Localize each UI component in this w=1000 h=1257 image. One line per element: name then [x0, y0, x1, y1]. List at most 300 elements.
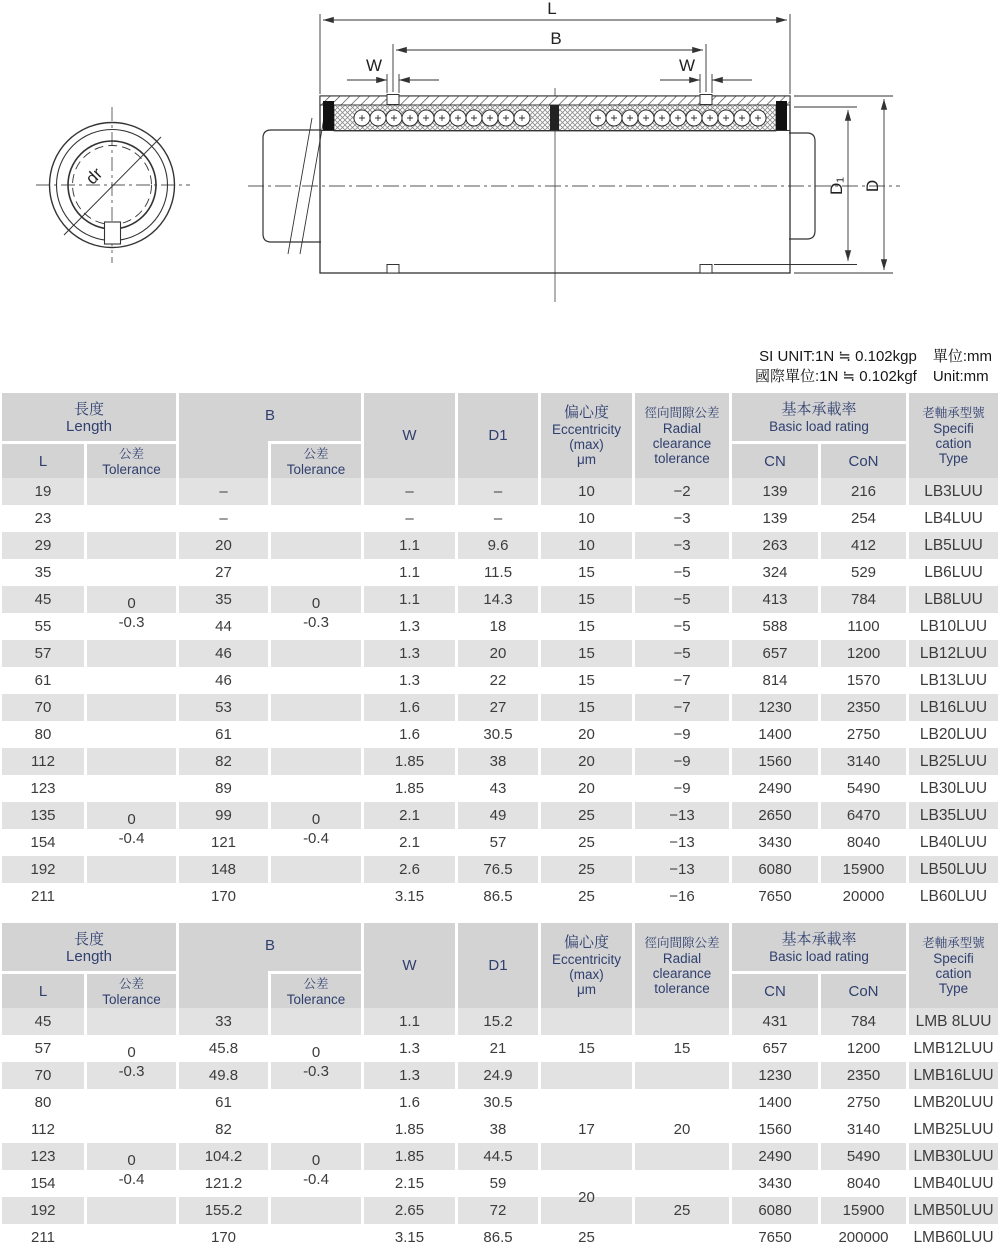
merged-value-line: -0.4: [303, 830, 329, 847]
cell-l: 112: [31, 1121, 55, 1138]
cell-b_tol: [271, 829, 361, 856]
cell-rad: −5: [635, 640, 729, 667]
cell-con: 5490: [846, 780, 881, 797]
cell-ecc: 25: [578, 888, 595, 905]
cell-con: 200000: [838, 1229, 889, 1246]
cell-con: 2750: [846, 726, 881, 743]
end-view: [36, 107, 190, 263]
header-l: [2, 974, 84, 1008]
merged-value-line: -0.3: [303, 614, 329, 631]
cell-d1: 24.9: [458, 1062, 538, 1089]
header-l-tol-en: Tolerance: [102, 991, 161, 1007]
cell-l_tol: [87, 775, 176, 802]
cell-cn: 3430: [758, 1175, 792, 1192]
cell-l: 19: [2, 478, 84, 505]
cell-cn: 324: [762, 564, 788, 581]
header-eccentricity: [541, 923, 632, 1008]
header-b-label: B: [264, 407, 275, 424]
cell-ecc: 25: [578, 834, 595, 851]
cell-l: 192: [2, 1197, 84, 1224]
cell-ecc: [541, 1197, 632, 1224]
cell-b: 33: [179, 1008, 268, 1035]
cell-cn: 139: [762, 510, 788, 527]
cell-b_tol: [271, 1170, 361, 1197]
cell-rad: −9: [635, 748, 729, 775]
cell-w: 2.1: [364, 802, 455, 829]
cell-l_tol: [87, 721, 176, 748]
cell-con: 412: [821, 532, 906, 559]
cell-w: 1.1: [399, 564, 420, 581]
cell-rad: [635, 1224, 729, 1251]
header-radial-clearance: [635, 393, 729, 478]
cell-b: 121.2: [204, 1175, 243, 1192]
cell-w: 1.3: [399, 1040, 420, 1057]
cell-d1: 49: [458, 802, 538, 829]
table-row: [2, 613, 998, 640]
dim-label-W-right: W: [678, 56, 696, 75]
cell-cn: 6080: [732, 1197, 818, 1224]
cell-l_tol: [87, 532, 176, 559]
cell-cn: 1400: [758, 726, 792, 743]
header-b-label: B: [264, 937, 275, 954]
cell-type: LB13LUU: [919, 672, 988, 689]
cell-w: 1.1: [364, 532, 455, 559]
table-row: [2, 1035, 998, 1062]
header-ecc-zh: 偏心度: [563, 934, 609, 951]
merged-value-line: -0.3: [118, 614, 145, 631]
cell-l: 123: [2, 1143, 84, 1170]
header-w: [364, 393, 455, 478]
cell-con: 1200: [821, 640, 906, 667]
cell-con: 784: [821, 586, 906, 613]
seal-right: [776, 101, 787, 131]
cell-b_tol: [271, 532, 361, 559]
cell-l_tol: [87, 694, 176, 721]
header-con: [821, 444, 906, 478]
cell-b: –: [219, 510, 228, 527]
cell-l: 70: [2, 1062, 84, 1089]
cell-b: 170: [210, 1229, 237, 1246]
cell-type: LMB16LUU: [909, 1062, 998, 1089]
header-load-en: Basic load rating: [769, 948, 869, 964]
table-row: [2, 883, 998, 910]
cell-cn: 657: [762, 1040, 788, 1057]
table-row: [2, 1089, 998, 1116]
cell-d1: 76.5: [458, 856, 538, 883]
cell-rad: [635, 1008, 729, 1035]
cell-type: LB3LUU: [909, 478, 998, 505]
header-ecc-zh: 偏心度: [563, 404, 609, 421]
merged-value-line: 0: [311, 1152, 321, 1169]
header-d1: [458, 923, 538, 1008]
cell-ecc: 15: [578, 1040, 595, 1057]
dim-label-L: L: [547, 0, 557, 18]
merged-value-line: -0.3: [118, 1063, 145, 1080]
cell-l: 61: [34, 672, 52, 689]
cell-b_tol: [271, 478, 361, 505]
cell-ecc: 15: [541, 586, 632, 613]
cell-d1: 9.6: [458, 532, 538, 559]
cell-con: 20000: [842, 888, 885, 905]
cell-l_tol: [87, 748, 176, 775]
cell-ecc: [541, 1143, 632, 1170]
header-d1-label: D1: [488, 427, 508, 444]
cell-b: –: [179, 478, 268, 505]
cell-rad: −7: [635, 694, 729, 721]
cell-d1: 59: [489, 1175, 507, 1192]
cell-type: LMB 8LUU: [909, 1008, 998, 1035]
cell-d1: –: [493, 510, 503, 527]
header-ecc-en1: Eccentricity: [551, 422, 622, 437]
cell-cn: 139: [732, 478, 818, 505]
cell-d1: 30.5: [483, 1094, 513, 1111]
cell-rad: [635, 1170, 729, 1197]
center-spacer: [550, 105, 559, 131]
header-type-en1: Specifi: [933, 421, 974, 436]
header-cn: [732, 444, 818, 478]
cell-l_tol: [87, 586, 176, 613]
cell-rad: −3: [673, 510, 691, 527]
table-body: [2, 478, 998, 910]
cell-w: 2.15: [394, 1175, 425, 1192]
cell-cn: 1400: [758, 1094, 792, 1111]
cell-b: 89: [215, 780, 232, 797]
cell-l_tol: [87, 1224, 176, 1251]
cell-type: LB16LUU: [909, 694, 998, 721]
cell-cn: 657: [732, 640, 818, 667]
cell-con: 1100: [847, 618, 880, 635]
merged-value-line: -0.4: [303, 1171, 329, 1188]
cell-b_tol: [271, 883, 361, 910]
cell-ecc: 15: [578, 564, 595, 581]
cell-w: 1.85: [364, 748, 455, 775]
cell-w: 2.1: [399, 834, 420, 851]
cell-l_tol: [87, 802, 176, 829]
cell-type: LB40LUU: [919, 834, 988, 851]
cell-b_tol: [271, 748, 361, 775]
header-ecc-en2: (max): [569, 437, 604, 452]
cell-d1: 86.5: [483, 1229, 513, 1246]
cell-l_tol: [87, 478, 176, 505]
header-length-zh: 長度: [73, 400, 104, 418]
cell-w: 1.3: [364, 1062, 455, 1089]
cell-type: LB50LUU: [909, 856, 998, 883]
cell-cn: 814: [762, 672, 788, 689]
table-row: [2, 1062, 998, 1089]
dim-label-B: B: [550, 29, 562, 48]
cell-con: 2750: [846, 1094, 881, 1111]
cell-con: 784: [821, 1008, 906, 1035]
cell-cn: 263: [732, 532, 818, 559]
cell-rad: 25: [635, 1197, 729, 1224]
table-row: [2, 478, 998, 505]
cell-cn: 6080: [732, 856, 818, 883]
cell-rad: −9: [673, 780, 691, 797]
cell-con: 2350: [821, 1062, 906, 1089]
cell-cn: 2490: [758, 780, 792, 797]
header-cn: [732, 974, 818, 1008]
cell-d1: 43: [489, 780, 507, 797]
cell-d1: 11.5: [483, 564, 513, 581]
header-b-tolerance: [268, 441, 361, 478]
cell-d1: 44.5: [458, 1143, 538, 1170]
header-ecc-en1: Eccentricity: [551, 952, 622, 967]
cell-con: 6470: [821, 802, 906, 829]
cell-l_tol: [87, 856, 176, 883]
table-row: [2, 586, 998, 613]
merged-value-line: -0.3: [303, 1063, 329, 1080]
header-basic-load-rating: [732, 393, 906, 441]
header-type-en1: Specifi: [933, 951, 974, 966]
cell-d1: 38: [489, 1121, 507, 1138]
cell-l_tol: [87, 640, 176, 667]
dimension-lines: [320, 14, 893, 273]
table-row: [2, 1170, 998, 1197]
header-w-label: W: [402, 957, 417, 974]
cell-l_tol: [87, 667, 176, 694]
cell-w: 1.6: [399, 726, 420, 743]
cell-rad: −13: [669, 834, 695, 851]
cell-b_tol: [271, 856, 361, 883]
merged-value-line: 0: [311, 1044, 321, 1061]
cell-b_tol: [271, 1224, 361, 1251]
cell-b_tol: [271, 1008, 361, 1035]
header-ecc-en2: (max): [569, 967, 604, 982]
header-radial-clearance: [635, 923, 729, 1008]
cell-w: 1.6: [364, 694, 455, 721]
cell-b: 121: [210, 834, 237, 851]
cell-w: 1.3: [364, 640, 455, 667]
cell-l: 23: [34, 510, 52, 527]
units-note-zh-unit: 單位:mm: [932, 348, 992, 365]
technical-drawing: [0, 0, 1000, 345]
cell-type: LMB40LUU: [913, 1175, 994, 1192]
cell-l_tol: [87, 1008, 176, 1035]
cell-rad: −9: [673, 726, 691, 743]
cell-b_tol: [271, 775, 361, 802]
cell-l_tol: [87, 1035, 176, 1062]
cell-d1: 38: [458, 748, 538, 775]
cell-ecc: 15: [541, 694, 632, 721]
cell-cn: 1230: [732, 694, 818, 721]
cell-b: 27: [215, 564, 232, 581]
cell-type: LMB12LUU: [913, 1040, 994, 1057]
cell-b: 104.2: [179, 1143, 268, 1170]
cell-l: 112: [2, 748, 84, 775]
cell-ecc: 10: [578, 510, 595, 527]
header-d1-label: D1: [488, 957, 508, 974]
cell-con: 216: [821, 478, 906, 505]
merged-value-line: 0: [127, 1044, 136, 1061]
cell-ecc: 25: [578, 1229, 595, 1246]
cell-b: 82: [215, 1121, 232, 1138]
header-rad-en1: Radial: [662, 951, 702, 966]
header-l-tolerance: [87, 974, 176, 1008]
table-row: [2, 694, 998, 721]
cell-cn: 7650: [758, 1229, 792, 1246]
cell-ecc: 20: [578, 780, 595, 797]
cell-ecc: 15: [578, 672, 595, 689]
header-con: [821, 974, 906, 1008]
cell-b: 35: [179, 586, 268, 613]
header-length-zh: 長度: [73, 930, 104, 948]
cell-w: 1.1: [364, 1008, 455, 1035]
cell-b: 82: [179, 748, 268, 775]
cell-ecc: [541, 1008, 632, 1035]
cell-l: 80: [34, 1094, 52, 1111]
cell-ecc: 20: [578, 726, 595, 743]
header-type-en3: Type: [938, 451, 969, 466]
cell-b_tol: [271, 1116, 361, 1143]
cell-w: 1.3: [399, 672, 420, 689]
cell-con: 5490: [821, 1143, 906, 1170]
header-b-tolerance: [268, 971, 361, 1008]
cell-cn: 588: [762, 618, 788, 635]
header-rad-en2: clearance: [652, 436, 712, 451]
cell-l_tol: [87, 1062, 176, 1089]
cell-rad: −13: [635, 856, 729, 883]
cell-d1: 30.5: [483, 726, 513, 743]
cell-cn: 7650: [758, 888, 792, 905]
cell-cn: 1230: [732, 1062, 818, 1089]
cell-d1: 18: [489, 618, 507, 635]
cell-l: 135: [2, 802, 84, 829]
cell-cn: 2490: [732, 1143, 818, 1170]
cell-l: 192: [2, 856, 84, 883]
header-rad-en3: tolerance: [654, 981, 710, 996]
merged-value-line: 0: [127, 811, 136, 828]
cell-l: 80: [34, 726, 52, 743]
cell-type: LB25LUU: [909, 748, 998, 775]
cell-rad: 15: [673, 1040, 691, 1057]
cell-ecc: [541, 1170, 632, 1197]
cell-d1: 27: [458, 694, 538, 721]
header-w-label: W: [402, 427, 417, 444]
merged-value-line: 20: [578, 1188, 595, 1206]
cell-b: 99: [179, 802, 268, 829]
cell-rad: −16: [669, 888, 695, 905]
cell-con: 8040: [846, 1175, 881, 1192]
cell-b: 155.2: [179, 1197, 268, 1224]
cell-d1: 20: [458, 640, 538, 667]
cell-ecc: [541, 1062, 632, 1089]
table-row: [2, 748, 998, 775]
cell-type: LB5LUU: [909, 532, 998, 559]
cell-b: 46: [179, 640, 268, 667]
cell-rad: [635, 1089, 729, 1116]
cell-type: LB4LUU: [924, 510, 983, 527]
cell-d1: –: [458, 478, 538, 505]
cell-w: 1.85: [394, 780, 425, 797]
table-header: [2, 393, 998, 478]
cell-b: 61: [215, 726, 232, 743]
cell-type: LB8LUU: [909, 586, 998, 613]
cell-type: LMB60LUU: [913, 1229, 994, 1246]
cell-b_tol: [271, 667, 361, 694]
cell-l: 45: [2, 1008, 84, 1035]
cell-con: 1200: [846, 1040, 881, 1057]
header-type: [909, 393, 998, 478]
table-row: [2, 640, 998, 667]
header-type: [909, 923, 998, 1008]
header-b-tol-en: Tolerance: [286, 461, 346, 477]
cell-b: 20: [179, 532, 268, 559]
cell-w: 1.6: [399, 1094, 420, 1111]
cell-b_tol: [271, 1062, 361, 1089]
header-l: [2, 444, 84, 478]
header-w: [364, 923, 455, 1008]
cell-b_tol: [271, 640, 361, 667]
header-cn-label: CN: [764, 982, 786, 1000]
cell-l_tol: [87, 559, 176, 586]
cell-w: 3.15: [394, 888, 425, 905]
cell-type: LMB30LUU: [909, 1143, 998, 1170]
cell-b: 46: [215, 672, 232, 689]
units-note-en-unit: Unit:mm: [932, 368, 989, 385]
merged-value-line: -0.4: [118, 830, 145, 847]
cell-cn: 413: [732, 586, 818, 613]
cell-rad: −5: [673, 564, 691, 581]
cell-d1: 15.2: [458, 1008, 538, 1035]
header-l-tol-zh: 公差: [118, 446, 144, 461]
cell-l_tol: [87, 1143, 176, 1170]
cell-l: 55: [34, 618, 52, 635]
seal-left: [323, 101, 334, 131]
cell-ecc: 15: [541, 640, 632, 667]
header-cn-label: CN: [764, 452, 786, 470]
header-ecc-en3: μm: [576, 982, 597, 997]
cell-cn: 2650: [732, 802, 818, 829]
header-length-en: Length: [66, 417, 112, 435]
table-row: [2, 667, 998, 694]
cell-l_tol: [87, 1170, 176, 1197]
header-length: [2, 923, 176, 971]
cell-b_tol: [271, 1089, 361, 1116]
cell-b: 170: [210, 888, 237, 905]
header-con-label: CoN: [848, 452, 879, 470]
cell-l_tol: [87, 883, 176, 910]
header-rad-zh: 徑向間隙公差: [644, 406, 720, 420]
merged-value-line: -0.4: [118, 1171, 145, 1188]
cell-b_tol: [271, 694, 361, 721]
cell-b_tol: [271, 505, 361, 532]
cell-b: 148: [179, 856, 268, 883]
table-row: [2, 1224, 998, 1251]
header-load-zh: 基本承載率: [781, 930, 857, 948]
cell-l_tol: [87, 1116, 176, 1143]
cell-type: LB30LUU: [919, 780, 988, 797]
cell-ecc: 10: [541, 478, 632, 505]
cell-b: 45.8: [208, 1040, 239, 1057]
dim-label-D: D: [863, 179, 882, 193]
cell-w: 1.3: [399, 618, 420, 635]
header-load-zh: 基本承載率: [781, 400, 857, 418]
merged-value-line: 0: [127, 595, 136, 612]
cell-w: 1.85: [364, 1143, 455, 1170]
header-rad-en2: clearance: [652, 966, 712, 981]
cell-cn: 1560: [732, 748, 818, 775]
header-load-en: Basic load rating: [769, 418, 869, 434]
cell-d1: 72: [458, 1197, 538, 1224]
header-type-zh: 老軸承型號: [922, 406, 985, 420]
cell-l: 211: [31, 888, 55, 905]
header-b-tol-zh: 公差: [303, 976, 329, 991]
cell-l: 154: [30, 1175, 56, 1192]
cell-d1: 21: [489, 1040, 507, 1057]
cell-l_tol: [87, 1197, 176, 1224]
cell-b: 53: [179, 694, 268, 721]
table-row: [2, 1008, 998, 1035]
